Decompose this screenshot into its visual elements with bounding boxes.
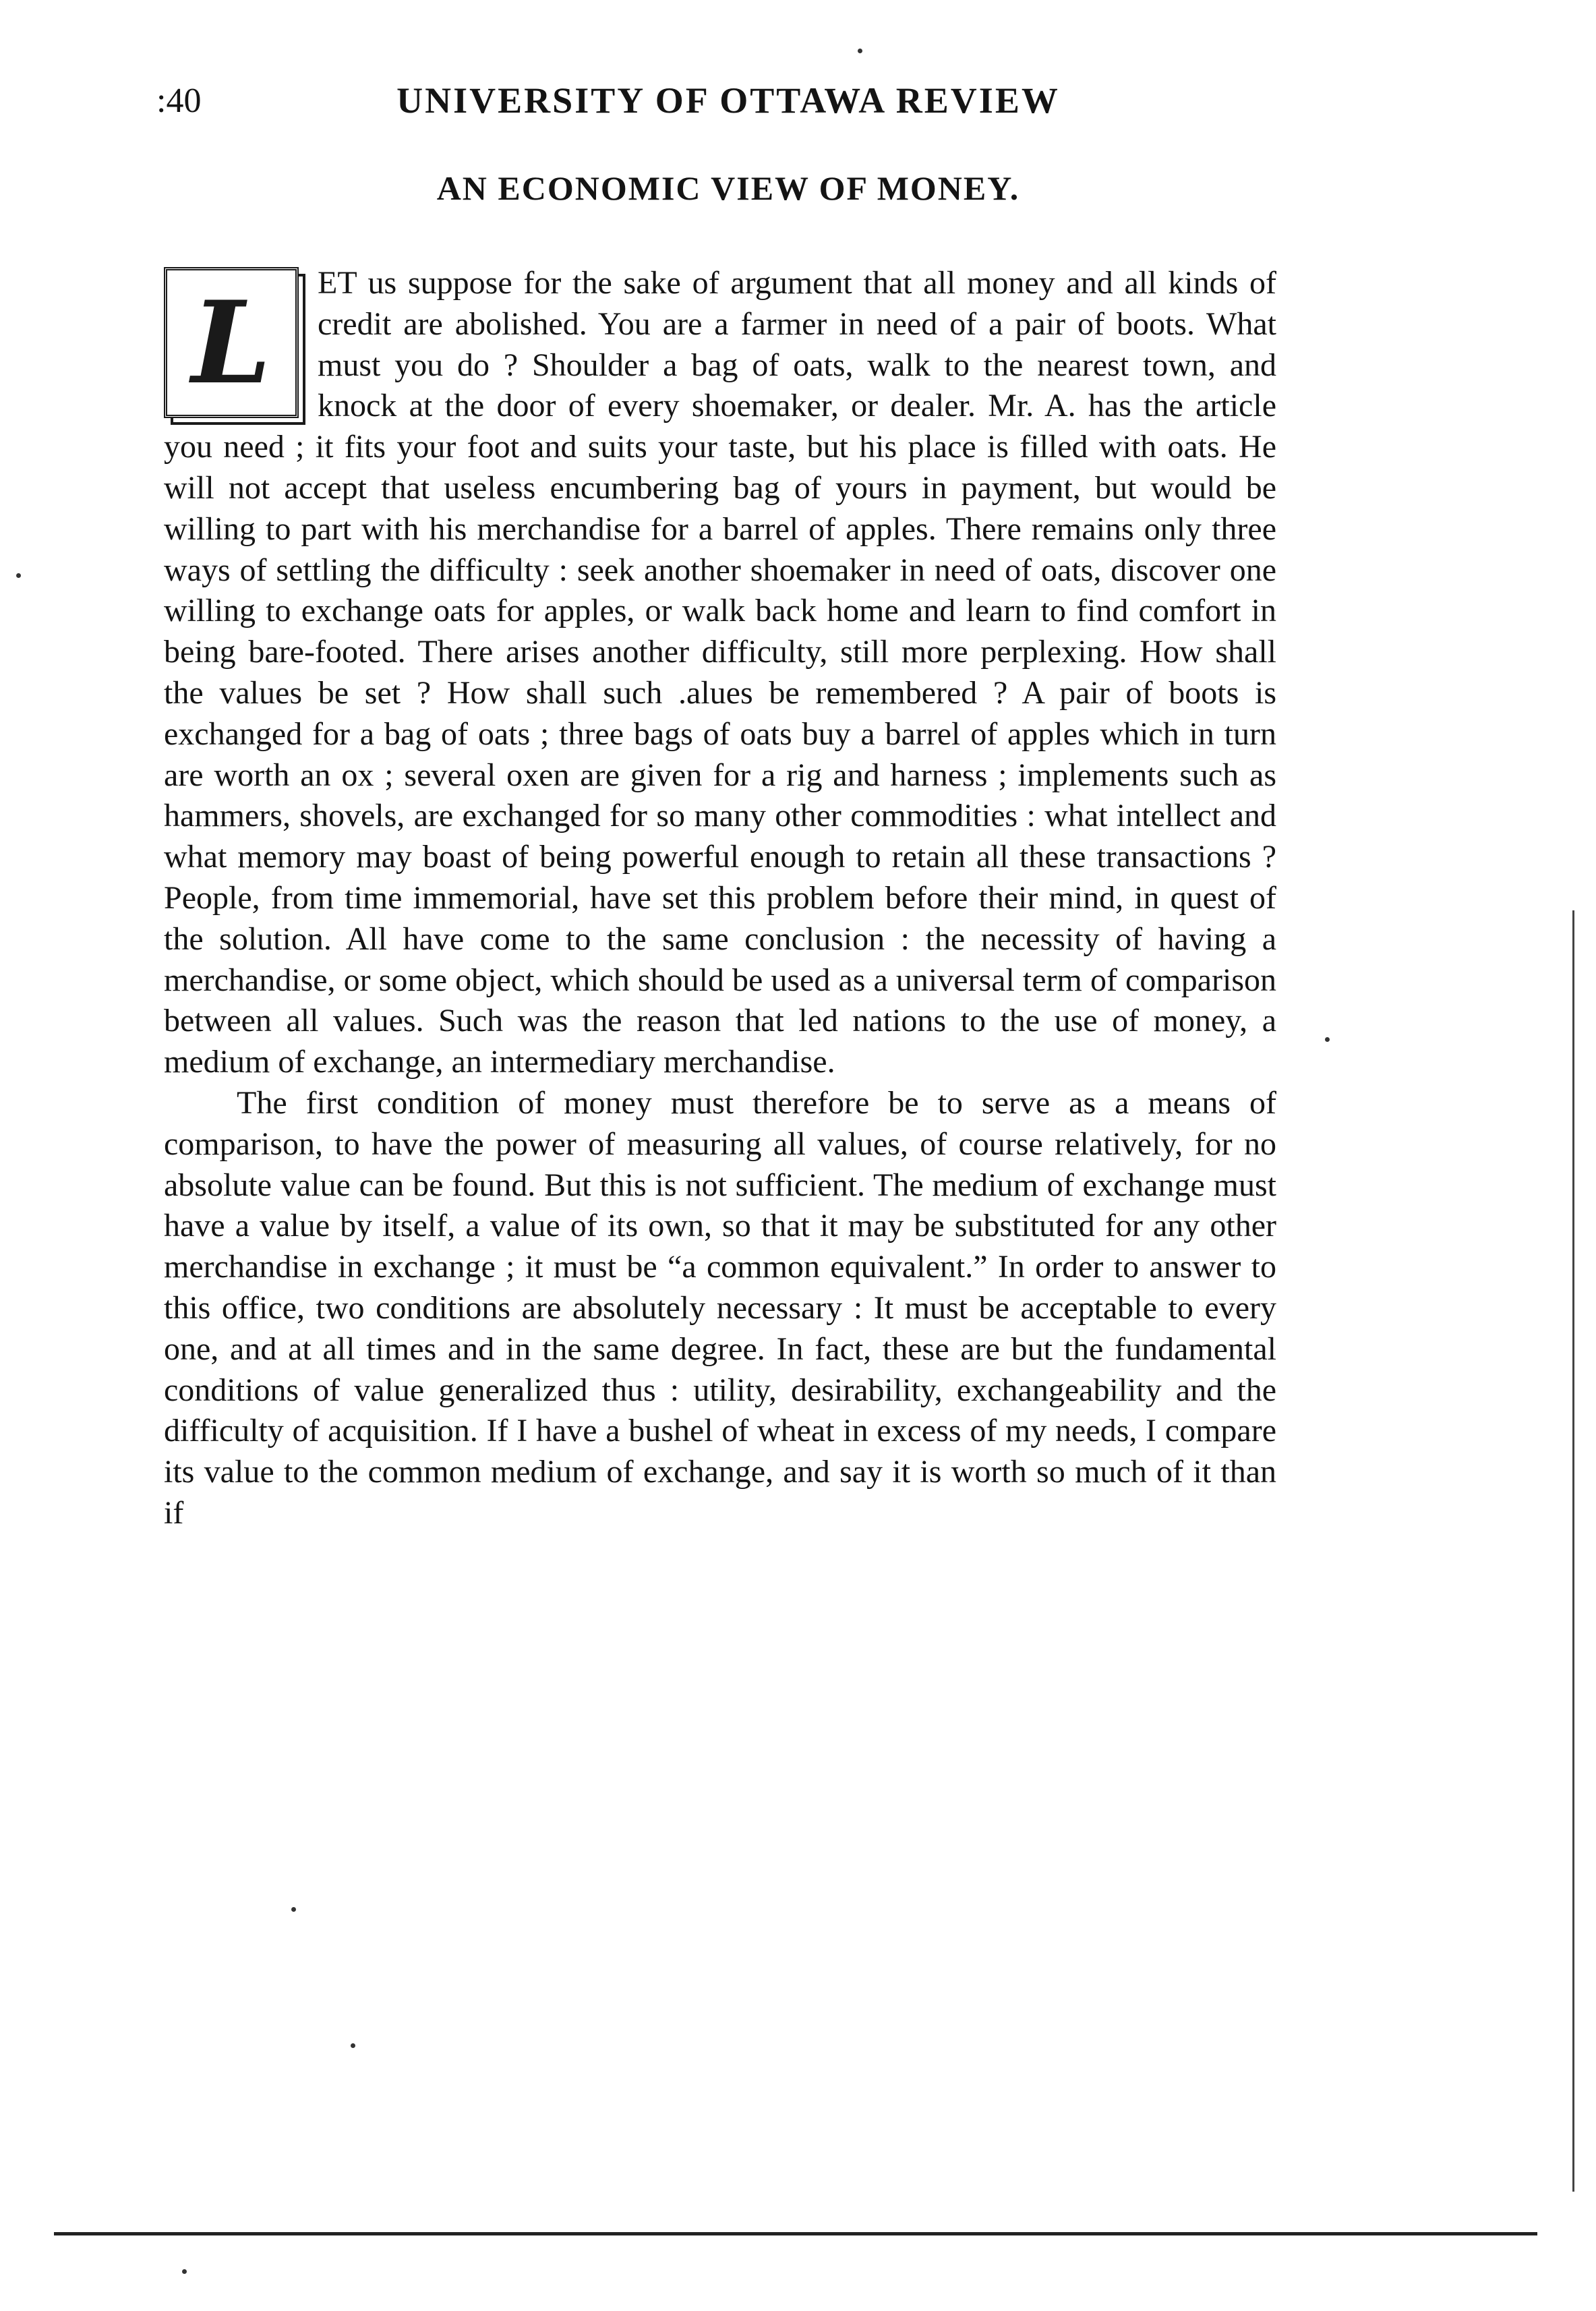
print-speck <box>16 573 21 578</box>
running-head: UNIVERSITY OF OTTAWA REVIEW <box>396 80 1060 121</box>
dropcap-letter: L <box>191 276 272 409</box>
print-speck <box>1325 1037 1330 1042</box>
margin-rule <box>1572 910 1574 2192</box>
print-speck <box>291 1907 296 1912</box>
paragraph-1 <box>164 263 1276 1083</box>
article-title: AN ECONOMIC VIEW OF MONEY. <box>436 169 1020 207</box>
footer-rule <box>54 2232 1537 2235</box>
paragraph-1-text: ET us suppose for the sake of argument that all money and all kinds of credit are abolished. You are a farmer in need of a pair of boots. What must you do ? Shoulder a bag of oats, walk to the nearest town, and knock at the door of every shoemaker, or dealer. Mr. A. has the article you need ; it fits your foot and suits your taste, but his place is filled with oats. He will not accept that useless encumbering bag of yours in payment, but would be willing to part with his merchandise for a barrel of apples. There remains only three ways of settling the difficulty : seek another shoemaker in need of oats, discover one willing to exchange oats for apples, or walk back home and learn to find comfort in being bare-footed. There arises another difficulty, still more perplexing. How shall the values be set ? How shall such .alues be remembered ? A pair of boots is exchanged for a bag of oats ; three bags of oats buy a barrel of apples which in turn are worth an ox ; several oxen are given for a rig and harness ; implements such as hammers, shovels, are exchanged for so many other commodities : what intellect and what memory may boast of being powerful enough to retain all these transactions ? People, from time immemorial, have set this problem before their mind, in quest of the solution. All have come to the same conclusion : the necessity of having a merchandise, or some object, which should be used as a universal term of comparison between all values. Such was the reason that led nations to the use of money, a medium of exchange, an intermediary merchandise. <box>164 265 1276 1080</box>
dropcap-ornament <box>164 267 299 418</box>
print-speck <box>858 49 862 53</box>
paragraph-2: The first condition of money must therefore be to serve as a means of comparison, to have the power of measuring all values, of course relatively, for no absolute value can be found. But this is not sufficient. The medium of exchange must have a value by itself, a value of its own, so that it may be substituted for any other merchandise in exchange ; it must be “a common equivalent.” In order to answer to this office, two conditions are absolutely necessary : It must be acceptable to every one, and at all times and in the same degree. In fact, these are but the fundamental conditions of value generalized thus : utility, desirability, exchangeability and the difficulty of acquisition. If I have a bushel of wheat in excess of my needs, I compare its value to the common medium of exchange, and say it is worth so much of it than if <box>164 1084 1276 1531</box>
print-speck <box>182 2269 187 2274</box>
print-speck <box>351 2043 355 2048</box>
page-number: :40 <box>156 82 202 120</box>
article-body <box>164 263 1276 1534</box>
